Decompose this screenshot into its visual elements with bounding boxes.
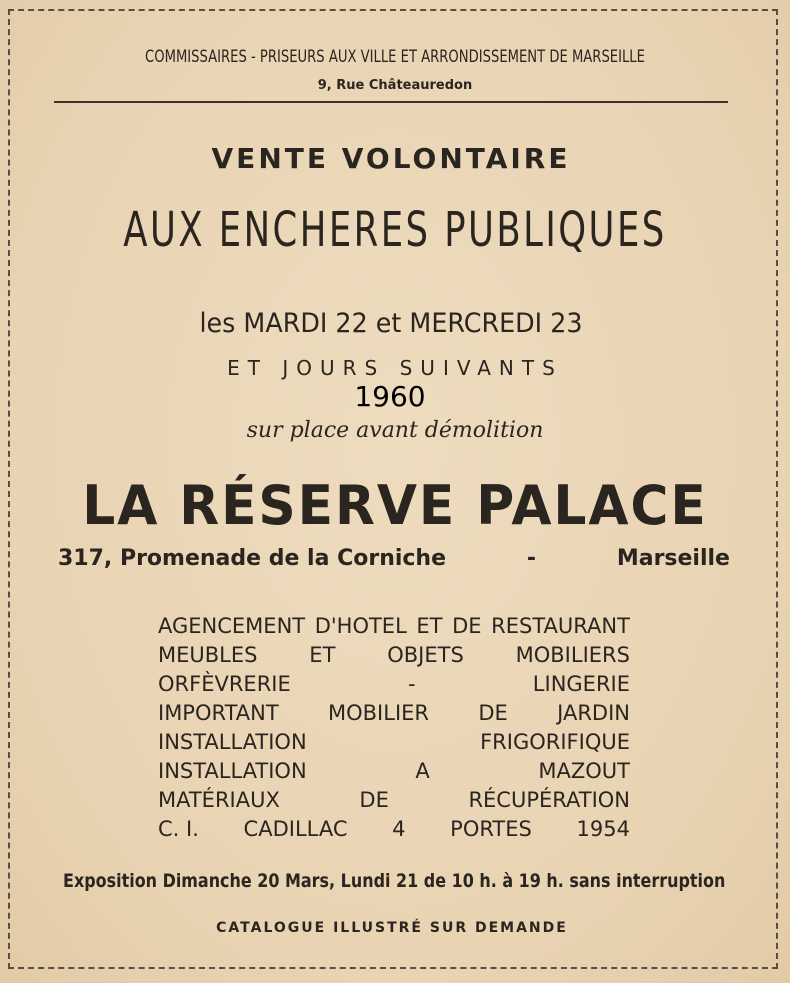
venue-address xyxy=(58,546,730,571)
venue-street: 317, Promenade de la Corniche xyxy=(58,546,447,571)
list-item-word: DE xyxy=(478,701,508,725)
list-item-word: FRIGORIFIQUE xyxy=(480,730,630,754)
list-item xyxy=(158,641,630,670)
list-item-word: D'HOTEL xyxy=(314,614,407,638)
list-item-word: PORTES xyxy=(450,817,532,841)
list-item-word: DE xyxy=(359,788,389,812)
list-item-word: INSTALLATION xyxy=(158,730,307,754)
catalogue-note: CATALOGUE ILLUSTRÉ SUR DEMANDE xyxy=(216,920,568,936)
sale-type-heading: VENTE VOLONTAIRE xyxy=(211,142,571,175)
list-item-word: IMPORTANT xyxy=(158,701,279,725)
list-item-word: ET xyxy=(416,614,443,638)
list-item-word: DE xyxy=(452,614,482,638)
list-item-word: JARDIN xyxy=(557,701,630,725)
list-item-word: C. I. xyxy=(158,817,199,841)
list-item xyxy=(158,786,630,815)
venue-separator: - xyxy=(526,546,536,571)
lot-list xyxy=(158,612,630,844)
list-item-word: MEUBLES xyxy=(158,643,258,667)
header-rule xyxy=(54,101,728,103)
list-item xyxy=(158,815,630,844)
list-item xyxy=(158,699,630,728)
sale-dates: les MARDI 22 et MERCREDI 23 xyxy=(199,308,583,339)
venue-city: Marseille xyxy=(616,546,730,571)
list-item xyxy=(158,757,630,786)
list-item-word: 1954 xyxy=(576,817,630,841)
list-item-word: RÉCUPÉRATION xyxy=(468,788,630,812)
auction-heading: AUX ENCHERES PUBLIQUES xyxy=(123,202,667,258)
list-item xyxy=(158,612,630,641)
list-item-word: - xyxy=(407,672,416,696)
list-item-word: INSTALLATION xyxy=(158,759,307,783)
list-item-word: ORFÈVRERIE xyxy=(158,672,291,696)
following-days: ET JOURS SUIVANTS xyxy=(227,356,563,380)
list-item-word: ET xyxy=(309,643,336,667)
header-address: 9, Rue Châteauredon xyxy=(317,78,473,93)
list-item-word: 4 xyxy=(392,817,406,841)
list-item-word: MOBILIER xyxy=(328,701,430,725)
exhibition-info: Exposition Dimanche 20 Mars, Lundi 21 de 10 h. à 19 h. sans interruption xyxy=(63,870,726,892)
list-item-word: LINGERIE xyxy=(532,672,630,696)
list-item-word: MOBILIERS xyxy=(515,643,630,667)
list-item-word: CADILLAC xyxy=(243,817,348,841)
list-item-word: MAZOUT xyxy=(538,759,630,783)
sale-year: 1960 xyxy=(354,380,426,413)
list-item-word: OBJETS xyxy=(387,643,464,667)
list-item-word: AGENCEMENT xyxy=(158,614,306,638)
auctioneers-header: COMMISSAIRES - PRISEURS AUX VILLE ET ARRONDISSEMENT DE MARSEILLE xyxy=(145,47,645,67)
list-item-word: MATÉRIAUX xyxy=(158,788,280,812)
venue-name: LA RÉSERVE PALACE xyxy=(82,474,708,537)
list-item xyxy=(158,670,630,699)
list-item xyxy=(158,728,630,757)
list-item-word: RESTAURANT xyxy=(491,614,630,638)
list-item-word: A xyxy=(415,759,430,783)
sale-location-note: sur place avant démolition xyxy=(246,418,544,443)
